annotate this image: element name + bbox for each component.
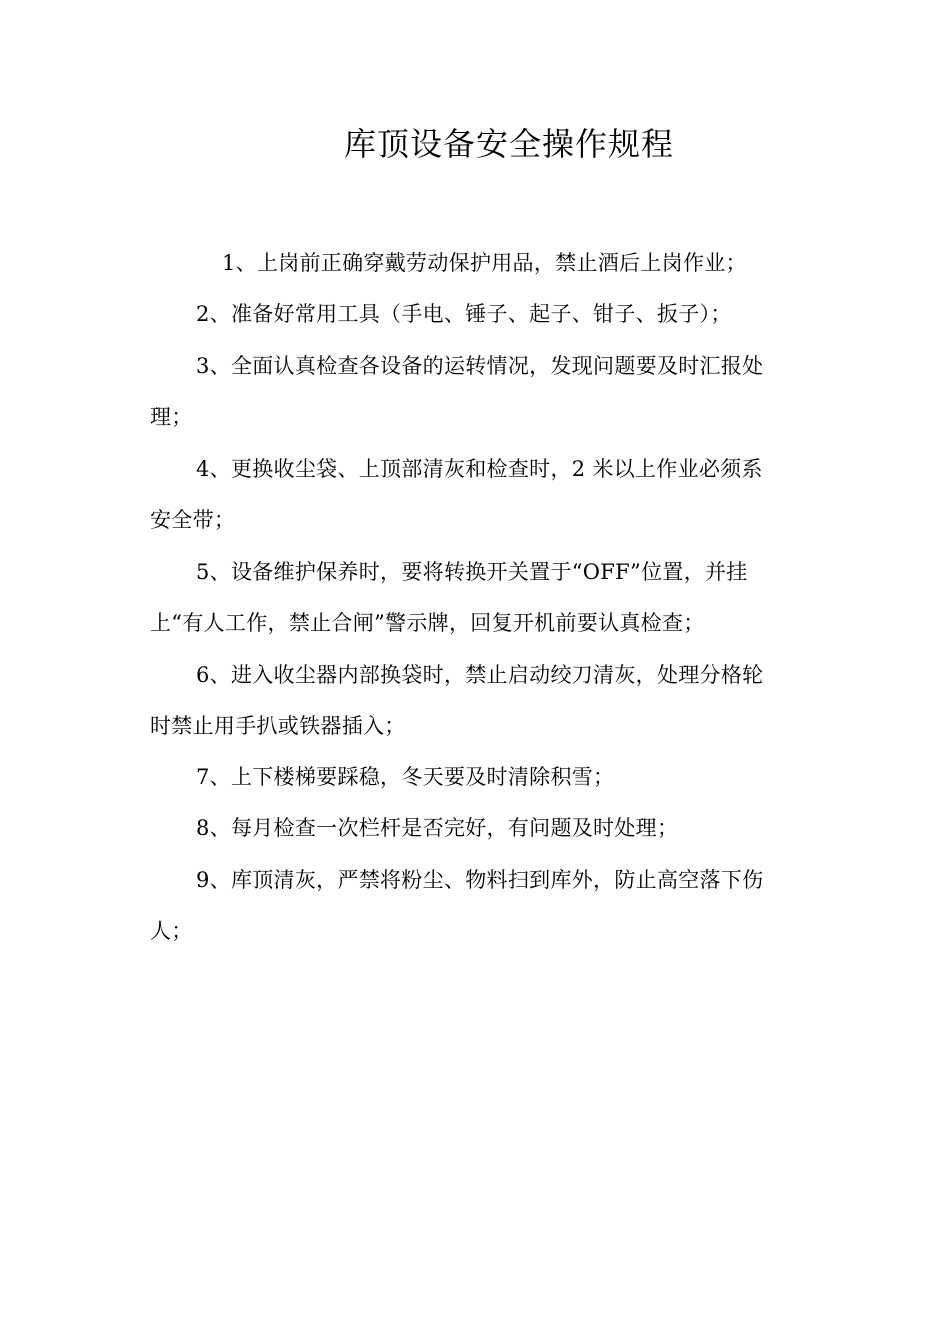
rule-5-line-1: 5、设备维护保养时，要将转换开关置于“OFF”位置，并挂 bbox=[196, 560, 748, 584]
rule-8-line-1: 8、每月检查一次栏杆是否完好，有问题及时处理； bbox=[196, 816, 679, 840]
rule-4-line-2: 安全带； bbox=[150, 508, 236, 532]
rule-6-line-1: 6、进入收尘器内部换袋时，禁止启动绞刀清灰，处理分格轮 bbox=[196, 663, 764, 687]
rule-4-line-1: 4、更换收尘袋、上顶部清灰和检查时，2 米以上作业必须系 bbox=[196, 457, 763, 481]
rule-9-line-1: 9、库顶清灰，严禁将粉尘、物料扫到库外，防止高空落下伤 bbox=[196, 868, 764, 892]
rule-6-line-2: 时禁止用手扒或铁器插入； bbox=[150, 714, 406, 738]
rule-3-line-2: 理； bbox=[150, 405, 193, 429]
rule-9-line-2: 人； bbox=[150, 919, 193, 943]
rule-1-line-1: 1、上岗前正确穿戴劳动保护用品，禁止酒后上岗作业； bbox=[222, 251, 747, 275]
rule-3-line-1: 3、全面认真检查各设备的运转情况，发现问题要及时汇报处 bbox=[196, 354, 764, 378]
rule-5-line-2: 上“有人工作，禁止合闸”警示牌，回复开机前要认真检查； bbox=[150, 611, 705, 635]
rule-2-line-1: 2、准备好常用工具（手电、锤子、起子、钳子、扳子）； bbox=[196, 302, 732, 326]
document-title: 库顶设备安全操作规程 bbox=[343, 125, 674, 163]
rule-7-line-1: 7、上下楼梯要踩稳，冬天要及时清除积雪； bbox=[196, 765, 615, 789]
